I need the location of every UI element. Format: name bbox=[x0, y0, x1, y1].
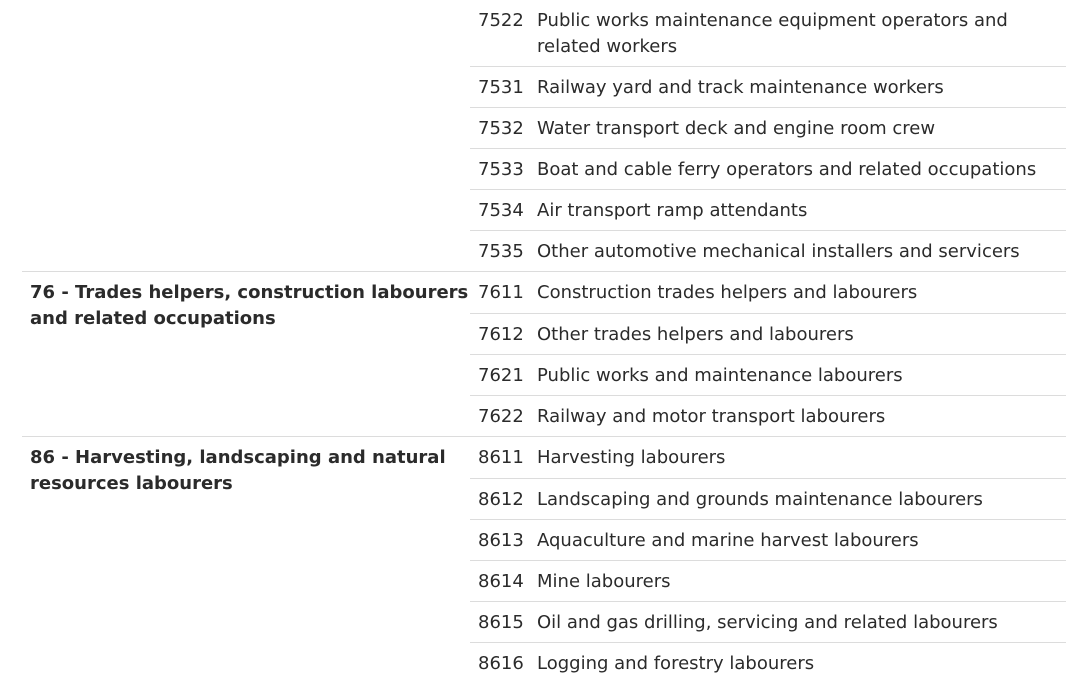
noc-code: 7612 bbox=[478, 324, 524, 345]
table-row bbox=[470, 519, 1066, 560]
table-row bbox=[470, 0, 1066, 66]
occupation-group bbox=[22, 436, 1066, 691]
unit-group-list bbox=[470, 437, 1066, 683]
table-row bbox=[470, 354, 1066, 395]
occupation-title: Air transport ramp attendants bbox=[537, 200, 808, 221]
noc-code: 8613 bbox=[478, 530, 524, 551]
unit-group-list bbox=[470, 0, 1066, 271]
occupation-title: Other automotive mechanical installers and servicers bbox=[537, 241, 1020, 262]
noc-code: 7533 bbox=[478, 159, 524, 180]
occupation-title: Public works maintenance equipment operators and related workers bbox=[537, 10, 1008, 57]
noc-code: 8616 bbox=[478, 653, 524, 674]
occupation-title: Aquaculture and marine harvest labourers bbox=[537, 530, 919, 551]
table-row bbox=[470, 148, 1066, 189]
noc-code: 8611 bbox=[478, 447, 524, 468]
noc-code: 7532 bbox=[478, 118, 524, 139]
table-row bbox=[470, 313, 1066, 354]
occupation-title: Other trades helpers and labourers bbox=[537, 324, 854, 345]
occupation-title: Water transport deck and engine room crew bbox=[537, 118, 936, 139]
table-row bbox=[470, 560, 1066, 601]
occupation-title: Landscaping and grounds maintenance labourers bbox=[537, 489, 983, 510]
table-row bbox=[470, 189, 1066, 230]
group-title: 76 - Trades helpers, construction labourers and related occupations bbox=[30, 282, 469, 329]
noc-code: 8612 bbox=[478, 489, 524, 510]
noc-code: 7611 bbox=[478, 282, 524, 303]
noc-code: 7534 bbox=[478, 200, 524, 221]
noc-code: 7531 bbox=[478, 77, 524, 98]
table-row bbox=[470, 395, 1066, 436]
noc-code: 7535 bbox=[478, 241, 524, 262]
noc-code: 7522 bbox=[478, 10, 524, 31]
table-row bbox=[470, 642, 1066, 683]
table-row bbox=[470, 478, 1066, 519]
table-row bbox=[470, 437, 1066, 478]
occupation-title: Railway yard and track maintenance workers bbox=[537, 77, 944, 98]
occupation-title: Logging and forestry labourers bbox=[537, 653, 815, 674]
noc-code: 8615 bbox=[478, 612, 524, 633]
occupation-title: Mine labourers bbox=[537, 571, 671, 592]
noc-code: 7621 bbox=[478, 365, 524, 386]
occupation-title: Public works and maintenance labourers bbox=[537, 365, 903, 386]
occupation-title: Harvesting labourers bbox=[537, 447, 726, 468]
unit-group-list bbox=[470, 272, 1066, 436]
occupation-group bbox=[22, 271, 1066, 436]
occupation-group bbox=[22, 0, 1066, 271]
table-row bbox=[470, 107, 1066, 148]
group-title: 86 - Harvesting, landscaping and natural resources labourers bbox=[30, 447, 446, 494]
noc-code: 8614 bbox=[478, 571, 524, 592]
occupation-title: Boat and cable ferry operators and related occupations bbox=[537, 159, 1037, 180]
table-row bbox=[470, 601, 1066, 642]
table-row bbox=[470, 66, 1066, 107]
noc-code: 7622 bbox=[478, 406, 524, 427]
occupation-title: Oil and gas drilling, servicing and related labourers bbox=[537, 612, 998, 633]
occupation-title: Railway and motor transport labourers bbox=[537, 406, 886, 427]
table-row bbox=[470, 272, 1066, 313]
occupation-title: Construction trades helpers and labourers bbox=[537, 282, 918, 303]
table-row bbox=[470, 230, 1066, 271]
